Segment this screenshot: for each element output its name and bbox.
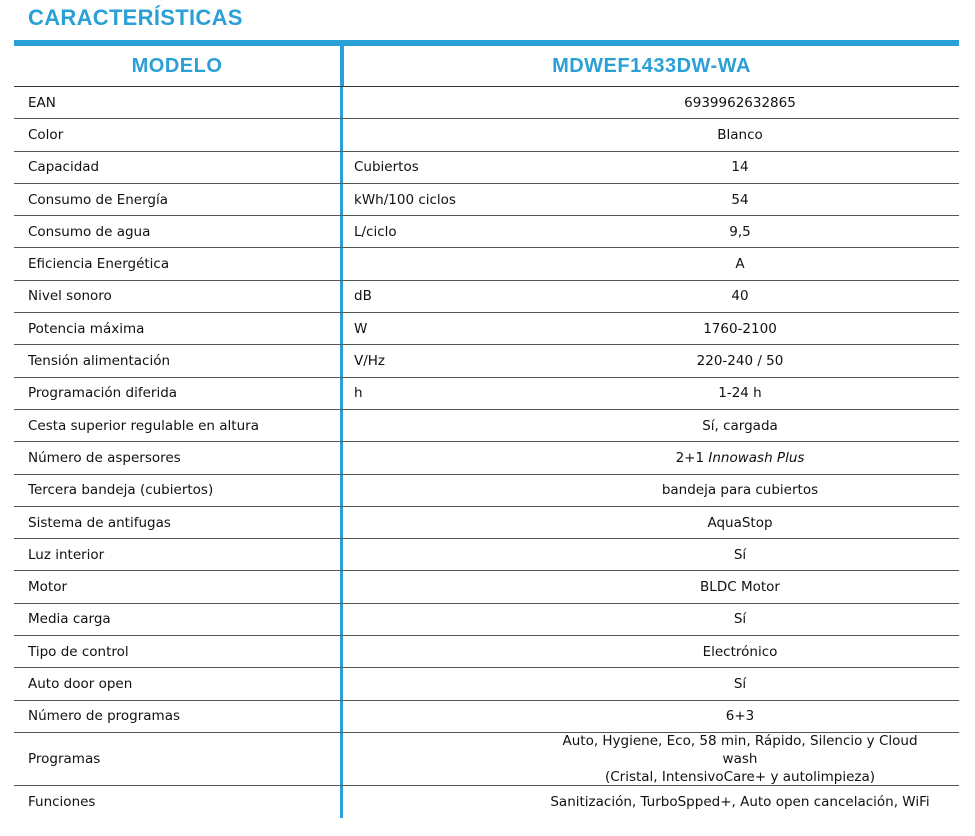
- page-title: CARACTERÍSTICAS: [28, 5, 243, 30]
- table-row: [14, 378, 959, 410]
- table-row: [14, 152, 959, 184]
- row-label: Número de aspersores: [28, 449, 181, 466]
- table-row: [14, 668, 959, 700]
- row-value: 6+3: [725, 708, 755, 725]
- row-value: Sí: [733, 611, 747, 628]
- row-unit: [343, 410, 543, 441]
- row-unit: [343, 507, 543, 538]
- row-unit: [343, 475, 543, 506]
- model-label: MODELO: [131, 54, 223, 77]
- row-unit: Cubiertos: [354, 159, 419, 176]
- row-label: Sistema de antifugas: [28, 514, 171, 531]
- table-row: [14, 216, 959, 248]
- row-unit: L/ciclo: [354, 223, 397, 240]
- row-value-line2: (Cristal, IntensivoCare+ y autolimpieza): [604, 768, 876, 785]
- row-value: AquaStop: [707, 514, 773, 531]
- row-value: BLDC Motor: [700, 579, 780, 596]
- table-row: [14, 701, 959, 733]
- row-unit: kWh/100 ciclos: [354, 191, 456, 208]
- row-label: Tipo de control: [28, 643, 129, 660]
- row-value: 6939962632865: [684, 94, 796, 111]
- row-value: 9,5: [729, 223, 751, 240]
- row-value-italic: Innowash Plus: [708, 449, 805, 466]
- row-value-line1: Auto, Hygiene, Eco, 58 min, Rápido, Silencio y Cloud wash: [562, 732, 918, 767]
- row-unit: [343, 604, 543, 635]
- row-unit: [343, 668, 543, 699]
- table-row: [14, 786, 959, 818]
- row-value: Sanitización, TurboSpped+, Auto open cancelación, WiFi: [550, 794, 930, 811]
- row-unit: [343, 636, 543, 667]
- row-label: Color: [28, 126, 64, 143]
- row-label: Funciones: [28, 794, 96, 811]
- table-row: [14, 442, 959, 474]
- row-label: Motor: [28, 579, 68, 596]
- row-label: Consumo de Energía: [28, 191, 168, 208]
- row-label: Media carga: [28, 611, 111, 628]
- table-row: [14, 281, 959, 313]
- row-unit: dB: [354, 288, 372, 305]
- row-label: Número de programas: [28, 708, 181, 725]
- row-unit: [343, 539, 543, 570]
- row-label: Programación diferida: [28, 385, 178, 402]
- row-value: Sí: [733, 546, 747, 563]
- row-value: [543, 442, 959, 473]
- row-unit: [343, 442, 543, 473]
- row-label: Capacidad: [28, 159, 100, 176]
- row-unit: [343, 248, 543, 279]
- row-value: A: [735, 256, 745, 273]
- row-unit: [343, 733, 543, 785]
- row-label: Consumo de agua: [28, 223, 151, 240]
- row-label: Tensión alimentación: [28, 353, 171, 370]
- row-unit: [343, 571, 543, 602]
- table-row: [14, 539, 959, 571]
- table-row: [14, 604, 959, 636]
- table-row: [14, 571, 959, 603]
- table-row: [14, 636, 959, 668]
- row-value: 220-240 / 50: [696, 353, 784, 370]
- row-value-main: 2+1: [675, 449, 705, 466]
- table-row: [14, 345, 959, 377]
- model-value: MDWEF1433DW-WA: [552, 54, 751, 77]
- row-value: bandeja para cubiertos: [661, 482, 819, 499]
- row-value: Blanco: [717, 126, 763, 143]
- row-label: Eficiencia Energética: [28, 256, 170, 273]
- row-unit: [343, 119, 543, 150]
- row-label: Nivel sonoro: [28, 288, 112, 305]
- row-label: Potencia máxima: [28, 320, 145, 337]
- row-unit: [343, 786, 543, 818]
- table-row: [14, 313, 959, 345]
- row-value: [543, 733, 959, 785]
- row-value: Sí, cargada: [702, 417, 778, 434]
- table-row: [14, 475, 959, 507]
- row-label: Cesta superior regulable en altura: [28, 417, 259, 434]
- row-value: 40: [731, 288, 749, 305]
- table-row: [14, 119, 959, 151]
- row-label: Tercera bandeja (cubiertos): [28, 482, 214, 499]
- spec-table: [14, 40, 959, 818]
- table-row: [14, 87, 959, 119]
- row-unit: V/Hz: [354, 353, 386, 370]
- row-value: 14: [731, 159, 749, 176]
- row-value: 1-24 h: [718, 385, 762, 402]
- table-header: [14, 46, 959, 87]
- row-label: Programas: [28, 750, 101, 767]
- row-label: Luz interior: [28, 546, 105, 563]
- row-value: 54: [731, 191, 749, 208]
- row-unit: h: [354, 385, 363, 402]
- row-unit: [343, 87, 543, 118]
- row-unit: [343, 701, 543, 732]
- row-value: 1760-2100: [703, 320, 777, 337]
- row-value: Electrónico: [702, 643, 778, 660]
- row-label: Auto door open: [28, 675, 133, 692]
- table-row: [14, 248, 959, 280]
- table-row: [14, 184, 959, 216]
- table-row: [14, 507, 959, 539]
- table-row: [14, 733, 959, 786]
- row-value: Sí: [733, 675, 747, 692]
- row-label: EAN: [28, 94, 56, 111]
- table-row: [14, 410, 959, 442]
- row-unit: W: [354, 320, 368, 337]
